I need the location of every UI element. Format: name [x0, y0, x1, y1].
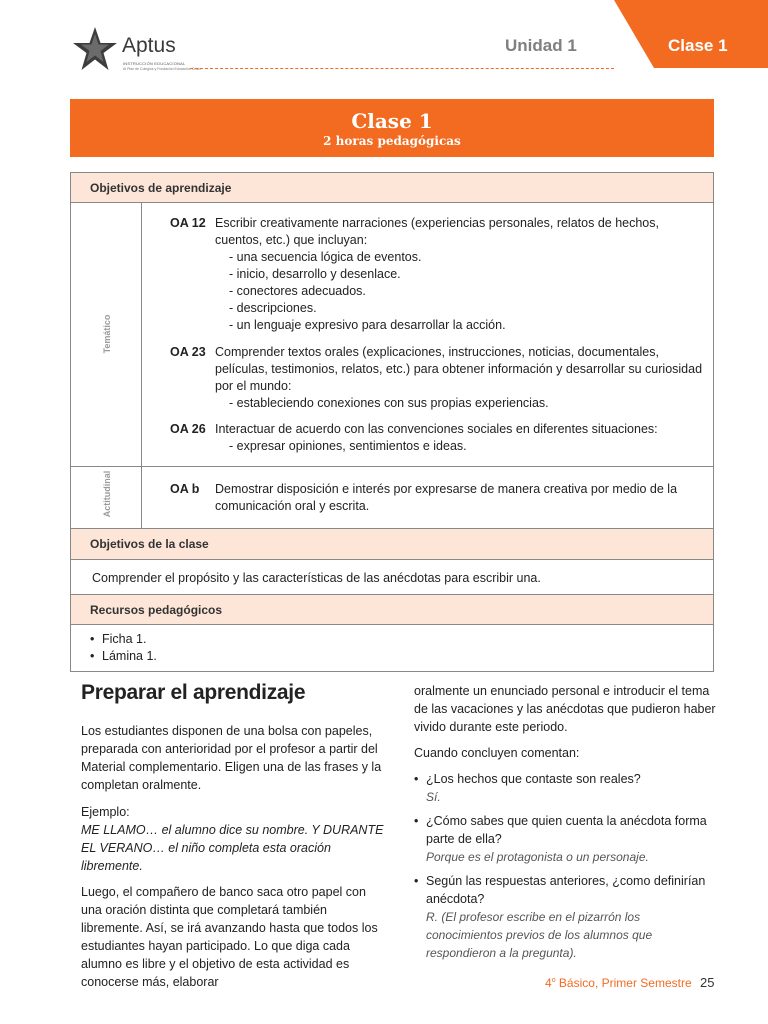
objectives-table: [70, 172, 714, 672]
answer: Sí.: [426, 790, 441, 804]
paragraph: oralmente un enunciado personal e introducir el tema de las vacaciones y las anécdotas que pudieron haber vivido durante este periodo.: [414, 684, 716, 734]
question: • ¿Cómo sabes que quien cuenta la anécdota forma parte de ella?: [426, 814, 707, 846]
paragraph: Luego, el compañero de banco saca otro papel con una oración distinta que completará también libremente. Así, se irá avanzando hasta que todos los estudiantes hayan participado. Lo que diga cada alumno es libre y el objetivo de esta actividad es conocerse más, elaborar: [81, 885, 378, 989]
oa-26: [170, 421, 705, 455]
question: • ¿Los hechos que contaste son reales?: [426, 772, 641, 786]
oa-12-text: Escribir creativamente narraciones (experiencias personales, relatos de hechos, cuentos, etc.) que incluyan:: [215, 216, 659, 247]
example-text: ME LLAMO… el alumno dice su nombre. Y DURANTE EL VERANO… el niño completa esta oración libremente.: [81, 823, 384, 873]
star-logo-icon: [72, 26, 118, 72]
class-tab-label: Clase 1: [668, 36, 728, 55]
oa-12-item: - un lenguaje expresivo para desarrollar la acción.: [229, 318, 506, 332]
list-item: [414, 770, 718, 806]
paragraph: Cuando concluyen comentan:: [414, 746, 580, 760]
class-banner: [70, 99, 714, 157]
list-item: [414, 812, 718, 866]
oa-26-text: Interactuar de acuerdo con las convenciones sociales en diferentes situaciones:: [215, 422, 658, 436]
class-objective-text: Comprender el propósito y las características de las anécdotas para escribir una.: [92, 571, 541, 585]
grade-text: Básico, Primer Semestre: [555, 976, 692, 990]
oa-26-code: OA 26: [170, 422, 206, 436]
oa-12-item: - conectores adecuados.: [229, 284, 366, 298]
oa-12-item: - una secuencia lógica de eventos.: [229, 250, 422, 264]
oa-23-code: OA 23: [170, 345, 206, 359]
oa-b: [170, 481, 705, 515]
list-item: [414, 872, 718, 962]
section-title: Preparar el aprendizaje: [81, 681, 306, 704]
oa-23-text: Comprender textos orales (explicaciones, instrucciones, noticias, documentales, películas, testimonios, relatos, etc.) para obtener información y desarrollar su curiosidad por el mundo:: [215, 345, 703, 393]
oa-26-item: - expresar opiniones, sentimientos e ideas.: [229, 439, 467, 453]
banner-subtitle: 2 horas pedagógicas: [323, 134, 461, 148]
learning-objectives-header: Objetivos de aprendizaje: [71, 173, 713, 203]
logo-tagline: INSTRUCCIÓN EDUCACIONAL: [123, 61, 186, 66]
oa-23-item: - estableciendo conexiones con sus propias experiencias.: [229, 396, 549, 410]
question: • Según las respuestas anteriores, ¿como definirían anécdota?: [426, 874, 706, 906]
answer: Porque es el protagonista o un personaje.: [426, 850, 649, 864]
example-label: Ejemplo:: [81, 805, 130, 819]
oa-12-item: - inicio, desarrollo y desenlace.: [229, 267, 401, 281]
tematico-label: Temático: [102, 314, 112, 354]
oa-b-text: Demostrar disposición e interés por expresarse de manera creativa por medio de la comunicación oral y escrita.: [215, 482, 678, 513]
oa-b-code: OA b: [170, 482, 200, 496]
logo-name: Aptus: [122, 34, 176, 57]
column-divider: [141, 203, 142, 528]
list-item: • Lámina 1.: [90, 648, 157, 665]
class-objectives-header: Objetivos de la clase: [71, 528, 713, 560]
answer: R. (El profesor escribe en el pizarrón los conocimientos previos de los alumnos que respondieron a la pregunta).: [426, 910, 653, 960]
resources-list: [90, 631, 157, 665]
left-column: [81, 722, 385, 1000]
list-item: • Ficha 1.: [90, 631, 157, 648]
page-number: 25: [700, 975, 715, 990]
row-divider: [71, 466, 713, 467]
actitudinal-label: Actitudinal: [102, 470, 112, 518]
questions-list: [414, 770, 718, 962]
resources-header: Recursos pedagógicos: [71, 594, 713, 625]
paragraph: Los estudiantes disponen de una bolsa con papeles, preparada con anterioridad por el profesor a partir del Material complementario. Eligen una de las frases y la completan oralmente.: [81, 724, 382, 792]
grade-number: 4: [545, 976, 552, 990]
grade-superscript: o: [551, 977, 556, 984]
footer-grade: [545, 976, 692, 990]
oa-12: [170, 215, 705, 334]
right-column: [414, 682, 718, 968]
unit-label: Unidad 1: [505, 36, 577, 55]
class-tab: [614, 0, 768, 68]
oa-23: [170, 344, 705, 412]
header-divider: [190, 68, 614, 69]
banner-title: Clase 1: [351, 109, 433, 133]
logo-subtagline: Al Plan de Colegios y Fundación Educación Cristo: [123, 67, 202, 71]
oa-12-code: OA 12: [170, 216, 206, 230]
oa-12-item: - descripciones.: [229, 301, 317, 315]
